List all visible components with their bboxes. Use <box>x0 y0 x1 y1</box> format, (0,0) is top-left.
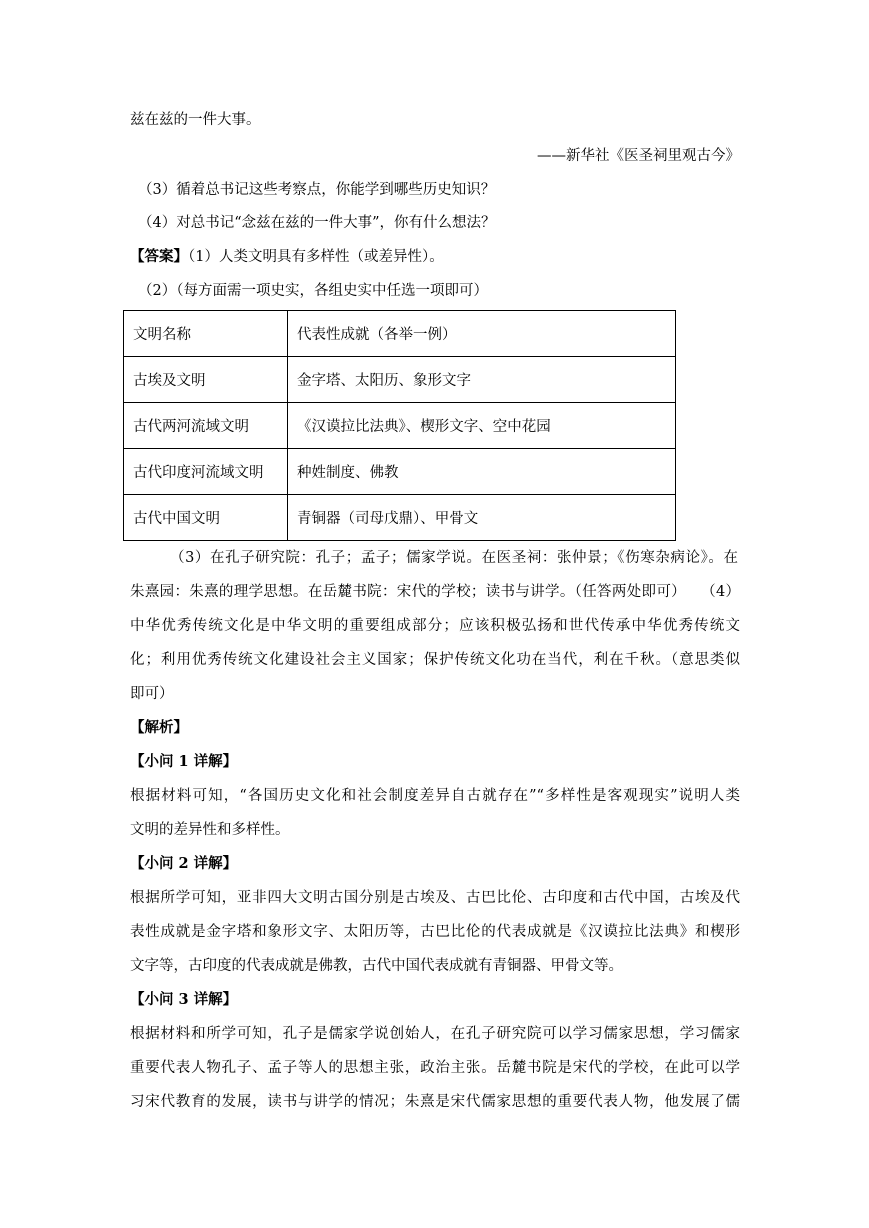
question-4: （4）对总书记“念兹在兹的一件大事”，你有什么想法？ <box>138 215 496 231</box>
sub1-label: 【小问 1 详解】 <box>130 753 238 770</box>
achievements-table <box>123 310 676 541</box>
sub2-label: 【小问 2 详解】 <box>130 855 238 872</box>
sub1-line: 根据材料可知，“各国历史文化和社会制度差异自古就存在”“多样性是客观现实”说明人类 <box>130 788 740 804</box>
sub3-line: 习宋代教育的发展，读书与讲学的情况；朱熹是宋代儒家思想的重要代表人物，他发展了儒 <box>130 1094 740 1110</box>
table-row <box>124 449 676 495</box>
table-cell: 古代中国文明 <box>124 495 288 541</box>
table-header-cell: 代表性成就（各举一例） <box>288 311 676 357</box>
table-header-row <box>124 311 676 357</box>
source-citation: ——新华社《医圣祠里观古今》 <box>537 148 740 164</box>
table-cell: 《汉谟拉比法典》、楔形文字、空中花园 <box>288 403 676 449</box>
sub2-line: 表性成就是金字塔和象形文字、太阳历等，古巴比伦的代表成就是《汉谟拉比法典》和楔形 <box>130 924 740 940</box>
table-cell: 金字塔、太阳历、象形文字 <box>288 357 676 403</box>
table-row <box>124 403 676 449</box>
sub1-line: 文明的差异性和多样性。 <box>130 822 290 838</box>
table-row <box>124 357 676 403</box>
table-cell: 青铜器（司母戊鼎）、甲骨文 <box>288 495 676 541</box>
analysis-label: 【解析】 <box>130 719 188 736</box>
sub2-line: 文字等，古印度的代表成就是佛教，古代中国代表成就有青铜器、甲骨文等。 <box>130 958 623 974</box>
answer-q2-note: （2）（每方面需一项史实，各组史实中任选一项即可） <box>138 283 488 299</box>
sub3-line: 根据材料和所学可知，孔子是儒家学说创始人，在孔子研究院可以学习儒家思想，学习儒家 <box>130 1026 740 1042</box>
answer-q3-line: （3）在孔子研究院：孔子；孟子；儒家学说。在医圣祠：张仲景；《伤寒杂病论》。在 <box>170 550 738 566</box>
answer-label: 【答案】 <box>130 248 188 265</box>
answer-q1: （1）人类文明具有多样性（或差异性）。 <box>188 249 444 265</box>
answer-q4-line: 即可） <box>130 686 174 702</box>
answer-line <box>130 247 740 267</box>
sub2-line: 根据所学可知，亚非四大文明古国分别是古埃及、古巴比伦、古印度和古代中国，古埃及代 <box>130 890 740 906</box>
question-3: （3）循着总书记这些考察点，你能学到哪些历史知识？ <box>138 182 496 198</box>
answer-q4-line: 中华优秀传统文化是中华文明的重要组成部分；应该积极弘扬和世代传承中华优秀传统文 <box>130 618 740 634</box>
sub3-line: 重要代表人物孔子、孟子等人的思想主张，政治主张。岳麓书院是宋代的学校，在此可以学 <box>130 1060 740 1076</box>
table-header-cell: 文明名称 <box>124 311 288 357</box>
text-line: 兹在兹的一件大事。 <box>130 112 261 128</box>
table-cell: 古代两河流域文明 <box>124 403 288 449</box>
table-cell: 古埃及文明 <box>124 357 288 403</box>
table-cell: 古代印度河流域文明 <box>124 449 288 495</box>
answer-q3-line: 朱熹园：朱熹的理学思想。在岳麓书院：宋代的学校；读书与讲学。（任答两处即可） （4） <box>130 584 740 600</box>
sub3-label: 【小问 3 详解】 <box>130 991 238 1008</box>
table-row <box>124 495 676 541</box>
table-cell: 种姓制度、佛教 <box>288 449 676 495</box>
answer-q4-line: 化；利用优秀传统文化建设社会主义国家；保护传统文化功在当代，利在千秋。（意思类似 <box>130 652 740 668</box>
